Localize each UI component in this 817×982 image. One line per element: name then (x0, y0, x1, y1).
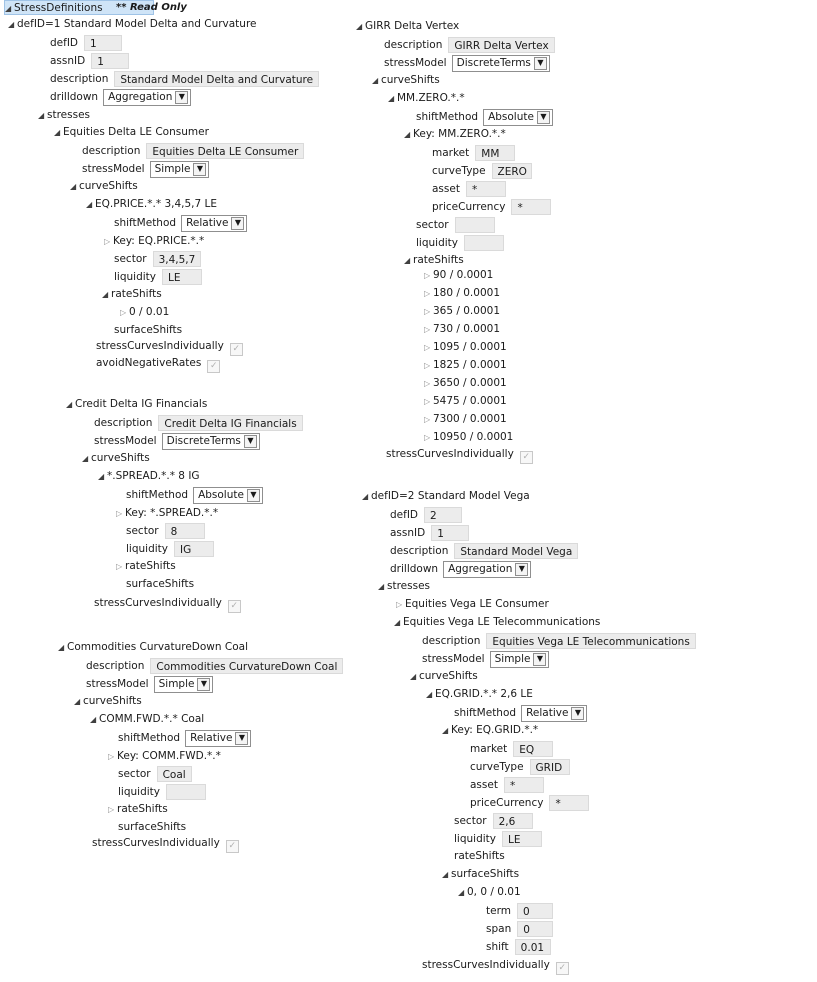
tele-stressmodel-row: stressModel Simple ▼ (422, 651, 549, 668)
def1-assnid-row: assnID 1 (50, 53, 129, 70)
expand-icon[interactable]: ◢ (38, 111, 45, 120)
description-field[interactable]: GIRR Delta Vertex (448, 37, 554, 53)
eq-shift-node[interactable]: ◢ EQ.PRICE.*.* 3,4,5,7 LE (86, 196, 217, 213)
eq-rateshifts-node[interactable]: ◢ rateShifts (102, 286, 162, 303)
expand-icon[interactable]: ◢ (70, 182, 77, 191)
credit-node[interactable]: ◢ Credit Delta IG Financials (66, 396, 207, 413)
credit-surfaceshifts-node[interactable]: surfaceShifts (126, 578, 195, 590)
market-field[interactable]: MM (475, 145, 515, 161)
root-label: StressDefinitions (14, 2, 103, 14)
collapse-icon[interactable]: ▷ (120, 308, 127, 317)
stressmodel-select[interactable]: DiscreteTerms ▼ (452, 55, 550, 72)
expand-icon[interactable]: ◢ (362, 492, 369, 501)
girr-stresscurves-row: stressCurvesIndividually ✓ (386, 446, 533, 463)
stressmodel-select[interactable]: Simple ▼ (490, 651, 550, 668)
credit-liquidity-row: liquidity IG (126, 541, 214, 558)
drilldown-select[interactable]: Aggregation ▼ (103, 89, 191, 106)
collapse-icon[interactable]: ▷ (424, 307, 431, 316)
expand-icon[interactable]: ◢ (66, 400, 73, 409)
comm-shiftmethod-row: shiftMethod Relative ▼ (118, 730, 251, 747)
eq-stresscurves-row: stressCurvesIndividually ✓ (96, 338, 243, 355)
pricecurrency-field[interactable]: * (549, 795, 589, 811)
girr-key-node[interactable]: ◢ Key: MM.ZERO.*.* (404, 126, 506, 143)
description-field[interactable]: Equities Vega LE Telecommunications (486, 633, 695, 649)
comm-key-node[interactable]: ▷ Key: COMM.FWD.*.* (108, 748, 221, 765)
expand-icon[interactable]: ◢ (58, 643, 65, 652)
expand-icon[interactable]: ◢ (98, 472, 105, 481)
def1-stresses-node[interactable]: ◢ stresses (38, 107, 90, 124)
curvetype-field[interactable]: GRID (530, 759, 570, 775)
credit-description-row: description Credit Delta IG Financials (94, 415, 303, 432)
expand-icon[interactable]: ◢ (5, 4, 12, 13)
tele-market-row: market EQ (470, 741, 553, 758)
checkmark-icon[interactable]: ✓ (228, 600, 241, 613)
def1-drilldown-row: drilldown Aggregation ▼ (50, 89, 191, 106)
collapse-icon[interactable]: ▷ (108, 805, 115, 814)
eq-sector-row: sector 3,4,5,7 (114, 251, 201, 268)
checkmark-icon[interactable]: ✓ (226, 840, 239, 853)
collapse-icon[interactable]: ▷ (108, 752, 115, 761)
tele-description-row: description Equities Vega LE Telecommunications (422, 633, 696, 650)
girr-pricecurrency-row: priceCurrency * (432, 199, 551, 216)
vega-tele-node[interactable]: ◢ Equities Vega LE Telecommunications (394, 614, 600, 631)
girr-shiftmethod-row: shiftMethod Absolute ▼ (416, 109, 553, 126)
credit-rateshifts-node[interactable]: ▷ rateShifts (116, 558, 176, 575)
girr-rate-item[interactable]: ▷ 10950 / 0.0001 (424, 429, 513, 446)
assnid-field[interactable]: 1 (91, 53, 129, 69)
girr-description-row: description GIRR Delta Vertex (384, 37, 555, 54)
chevron-down-icon[interactable]: ▼ (235, 732, 248, 745)
girr-rate-item[interactable]: ▷ 1825 / 0.0001 (424, 357, 507, 374)
collapse-icon[interactable]: ▷ (424, 379, 431, 388)
expand-icon[interactable]: ◢ (404, 130, 411, 139)
girr-shift-node[interactable]: ◢ MM.ZERO.*.* (388, 90, 465, 107)
def1-description-row: description Standard Model Delta and Curvature (50, 71, 319, 88)
chevron-down-icon[interactable]: ▼ (231, 217, 244, 230)
chevron-down-icon[interactable]: ▼ (244, 435, 257, 448)
defid-field[interactable]: 1 (84, 35, 122, 51)
shiftmethod-select[interactable]: Relative ▼ (521, 705, 587, 722)
collapse-icon[interactable]: ▷ (424, 325, 431, 334)
chevron-down-icon[interactable]: ▼ (534, 57, 547, 70)
credit-shift-node[interactable]: ◢ *.SPREAD.*.* 8 IG (98, 468, 200, 485)
defid-field[interactable]: 2 (424, 507, 462, 523)
def2-assnid-row: assnID 1 (390, 525, 469, 542)
stressmodel-select[interactable]: DiscreteTerms ▼ (162, 433, 260, 450)
checkmark-icon[interactable]: ✓ (556, 962, 569, 975)
tele-liquidity-row: liquidity LE (454, 831, 542, 848)
comm-surfaceshifts-node[interactable]: surfaceShifts (118, 821, 187, 833)
collapse-icon[interactable]: ▷ (104, 237, 111, 246)
liquidity-field[interactable]: LE (502, 831, 542, 847)
collapse-icon[interactable]: ▷ (424, 343, 431, 352)
girr-rateshifts-node[interactable]: ◢ rateShifts (404, 252, 464, 269)
tele-pricecurrency-row: priceCurrency * (470, 795, 589, 812)
sector-field[interactable]: Coal (157, 766, 192, 782)
chevron-down-icon[interactable]: ▼ (175, 91, 188, 104)
comm-rateshifts-node[interactable]: ▷ rateShifts (108, 801, 168, 818)
girr-rate-item[interactable]: ▷ 3650 / 0.0001 (424, 375, 507, 392)
sector-field[interactable]: 3,4,5,7 (153, 251, 202, 267)
girr-market-row: market MM (432, 145, 515, 162)
surf-shift-row: shift 0.01 (486, 939, 551, 956)
shiftmethod-select[interactable]: Absolute ▼ (193, 487, 263, 504)
credit-curveshifts-node[interactable]: ◢ curveShifts (82, 450, 150, 467)
collapse-icon[interactable]: ▷ (424, 415, 431, 424)
collapse-icon[interactable]: ▷ (396, 600, 403, 609)
description-field[interactable]: Credit Delta IG Financials (158, 415, 302, 431)
expand-icon[interactable]: ◢ (410, 672, 417, 681)
description-field[interactable]: Equities Delta LE Consumer (146, 143, 304, 159)
surf-term-row: term 0 (486, 903, 553, 920)
chevron-down-icon[interactable]: ▼ (537, 111, 550, 124)
shiftmethod-select[interactable]: Absolute ▼ (483, 109, 553, 126)
eq-description-row: description Equities Delta LE Consumer (82, 143, 304, 160)
readonly-label: ** Read Only (116, 2, 187, 13)
comm-description-row: description Commodities CurvatureDown Coal (86, 658, 343, 675)
tele-curvetype-row: curveType GRID (470, 759, 570, 776)
girr-node[interactable]: ◢ GIRR Delta Vertex (356, 18, 459, 35)
expand-icon[interactable]: ◢ (86, 200, 93, 209)
stressmodel-select[interactable]: Simple ▼ (150, 161, 210, 178)
collapse-icon[interactable]: ▷ (424, 433, 431, 442)
chevron-down-icon[interactable]: ▼ (197, 678, 210, 691)
liquidity-field[interactable] (166, 784, 206, 800)
asset-field[interactable]: * (466, 181, 506, 197)
drilldown-select[interactable]: Aggregation ▼ (443, 561, 531, 578)
comm-sector-row: sector Coal (118, 766, 192, 783)
description-field[interactable]: Standard Model Delta and Curvature (114, 71, 319, 87)
tele-sector-row: sector 2,6 (454, 813, 533, 830)
expand-icon[interactable]: ◢ (388, 94, 395, 103)
liquidity-field[interactable] (464, 235, 504, 251)
surf-span-row: span 0 (486, 921, 553, 938)
sector-field[interactable]: 2,6 (493, 813, 533, 829)
eq-rate-item[interactable]: ▷ 0 / 0.01 (120, 304, 169, 321)
collapse-icon[interactable]: ▷ (424, 397, 431, 406)
liquidity-field[interactable]: IG (174, 541, 214, 557)
tele-shiftmethod-row: shiftMethod Relative ▼ (454, 705, 587, 722)
tele-key-node[interactable]: ◢ Key: EQ.GRID.*.* (442, 722, 538, 739)
chevron-down-icon[interactable]: ▼ (247, 489, 260, 502)
expand-icon[interactable]: ◢ (82, 454, 89, 463)
def1-node[interactable]: ◢ defID=1 Standard Model Delta and Curvature (8, 16, 257, 33)
def1-defid-row: defID 1 (50, 35, 122, 52)
comm-stressmodel-row: stressModel Simple ▼ (86, 676, 213, 693)
chevron-down-icon[interactable]: ▼ (533, 653, 546, 666)
sector-field[interactable]: 8 (165, 523, 205, 539)
credit-sector-row: sector 8 (126, 523, 205, 540)
tele-stresscurves-row: stressCurvesIndividually ✓ (422, 957, 569, 974)
expand-icon[interactable]: ◢ (378, 582, 385, 591)
collapse-icon[interactable]: ▷ (424, 361, 431, 370)
comm-shift-node[interactable]: ◢ COMM.FWD.*.* Coal (90, 711, 204, 728)
expand-icon[interactable]: ◢ (90, 715, 97, 724)
eq-key-node[interactable]: ▷ Key: EQ.PRICE.*.* (104, 233, 204, 250)
tele-asset-row: asset * (470, 777, 544, 794)
collapse-icon[interactable]: ▷ (116, 509, 123, 518)
girr-liquidity-row: liquidity (416, 235, 504, 252)
collapse-icon[interactable]: ▷ (424, 271, 431, 280)
description-field[interactable]: Commodities CurvatureDown Coal (150, 658, 343, 674)
stressmodel-select[interactable]: Simple ▼ (154, 676, 214, 693)
eq-avoidnegative-row: avoidNegativeRates ✓ (96, 355, 220, 372)
tele-shift-node[interactable]: ◢ EQ.GRID.*.* 2,6 LE (426, 686, 533, 703)
girr-rate-item[interactable]: ▷ 7300 / 0.0001 (424, 411, 507, 428)
expand-icon[interactable]: ◢ (102, 290, 109, 299)
expand-icon[interactable]: ◢ (394, 618, 401, 627)
credit-stresscurves-row: stressCurvesIndividually ✓ (94, 595, 241, 612)
asset-field[interactable]: * (504, 777, 544, 793)
description-field[interactable]: Standard Model Vega (454, 543, 578, 559)
girr-curveshifts-node[interactable]: ◢ curveShifts (372, 72, 440, 89)
market-field[interactable]: EQ (513, 741, 553, 757)
def2-description-row: description Standard Model Vega (390, 543, 578, 560)
girr-stressmodel-row: stressModel DiscreteTerms ▼ (384, 55, 550, 72)
curvetype-field[interactable]: ZERO (492, 163, 532, 179)
girr-curvetype-row: curveType ZERO (432, 163, 532, 180)
def2-defid-row: defID 2 (390, 507, 462, 524)
shift-field[interactable]: 0.01 (515, 939, 551, 955)
shiftmethod-select[interactable]: Relative ▼ (181, 215, 247, 232)
credit-key-node[interactable]: ▷ Key: *.SPREAD.*.* (116, 505, 218, 522)
girr-sector-row: sector (416, 217, 495, 234)
shiftmethod-select[interactable]: Relative ▼ (185, 730, 251, 747)
sector-field[interactable] (455, 217, 495, 233)
checkmark-icon[interactable]: ✓ (230, 343, 243, 356)
tele-curveshifts-node[interactable]: ◢ curveShifts (410, 668, 478, 685)
expand-icon[interactable]: ◢ (426, 690, 433, 699)
assnid-field[interactable]: 1 (431, 525, 469, 541)
collapse-icon[interactable]: ▷ (116, 562, 123, 571)
def2-drilldown-row: drilldown Aggregation ▼ (390, 561, 531, 578)
pricecurrency-field[interactable]: * (511, 199, 551, 215)
girr-rate-item[interactable]: ▷ 90 / 0.0001 (424, 267, 493, 284)
expand-icon[interactable]: ◢ (8, 20, 15, 29)
eq-stressmodel-row: stressModel Simple ▼ (82, 161, 209, 178)
expand-icon[interactable]: ◢ (458, 888, 465, 897)
collapse-icon[interactable]: ▷ (424, 289, 431, 298)
girr-rate-item[interactable]: ▷ 730 / 0.0001 (424, 321, 500, 338)
tele-rateshifts-node[interactable]: rateShifts (454, 850, 505, 862)
eq-liquidity-row: liquidity LE (114, 269, 202, 286)
vega-consumer-node[interactable]: ▷ Equities Vega LE Consumer (396, 596, 549, 613)
checkmark-icon[interactable]: ✓ (520, 451, 533, 464)
chevron-down-icon[interactable]: ▼ (571, 707, 584, 720)
checkmark-icon[interactable]: ✓ (207, 360, 220, 373)
girr-asset-row: asset * (432, 181, 506, 198)
girr-rate-item[interactable]: ▷ 5475 / 0.0001 (424, 393, 507, 410)
girr-rate-item[interactable]: ▷ 365 / 0.0001 (424, 303, 500, 320)
expand-icon[interactable]: ◢ (442, 726, 449, 735)
comm-node[interactable]: ◢ Commodities CurvatureDown Coal (58, 639, 248, 656)
expand-icon[interactable]: ◢ (356, 22, 363, 31)
expand-icon[interactable]: ◢ (404, 256, 411, 265)
tele-surface-item[interactable]: ◢ 0, 0 / 0.01 (458, 884, 521, 901)
eq-curveshifts-node[interactable]: ◢ curveShifts (70, 178, 138, 195)
expand-icon[interactable]: ◢ (372, 76, 379, 85)
expand-icon[interactable]: ◢ (74, 697, 81, 706)
girr-rate-item[interactable]: ▷ 180 / 0.0001 (424, 285, 500, 302)
eq-shiftmethod-row: shiftMethod Relative ▼ (114, 215, 247, 232)
credit-shiftmethod-row: shiftMethod Absolute ▼ (126, 487, 263, 504)
tele-surfaceshifts-node[interactable]: ◢ surfaceShifts (442, 866, 519, 883)
def2-stresses-node[interactable]: ◢ stresses (378, 578, 430, 595)
span-field[interactable]: 0 (517, 921, 553, 937)
eq-node[interactable]: ◢ Equities Delta LE Consumer (54, 124, 209, 141)
chevron-down-icon[interactable]: ▼ (193, 163, 206, 176)
expand-icon[interactable]: ◢ (442, 870, 449, 879)
expand-icon[interactable]: ◢ (54, 128, 61, 137)
comm-curveshifts-node[interactable]: ◢ curveShifts (74, 693, 142, 710)
chevron-down-icon[interactable]: ▼ (515, 563, 528, 576)
comm-stresscurves-row: stressCurvesIndividually ✓ (92, 835, 239, 852)
def2-node[interactable]: ◢ defID=2 Standard Model Vega (362, 488, 530, 505)
eq-surfaceshifts-node[interactable]: surfaceShifts (114, 324, 183, 336)
term-field[interactable]: 0 (517, 903, 553, 919)
comm-liquidity-row: liquidity (118, 784, 206, 801)
liquidity-field[interactable]: LE (162, 269, 202, 285)
girr-rate-item[interactable]: ▷ 1095 / 0.0001 (424, 339, 507, 356)
credit-stressmodel-row: stressModel DiscreteTerms ▼ (94, 433, 260, 450)
